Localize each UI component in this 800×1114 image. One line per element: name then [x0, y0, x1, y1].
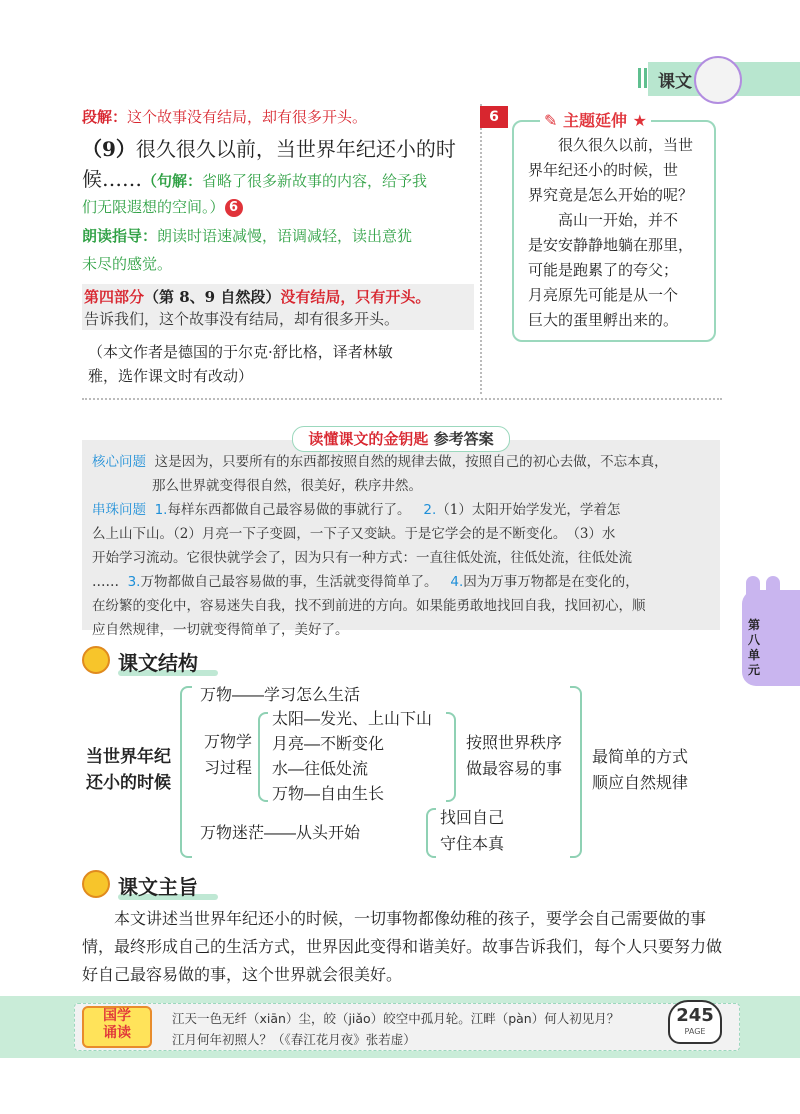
sub-moon: 月亮—不断变化 [272, 736, 385, 753]
duan-jie: 段解：这个故事没有结局，却有很多开头。 [82, 108, 368, 126]
page-number-badge [668, 1000, 722, 1044]
paragraph-9: （9）很久很久以前，当世界年纪还小的时 候……（句解：省略了很多新故事的内容，给予我 [82, 137, 456, 191]
section-divider [82, 398, 722, 400]
result-node: 最简单的方式 顺应自然规律 [592, 749, 689, 792]
mid-node: 按照世界秩序 做最容易的事 [466, 735, 563, 778]
page-number: 245 [676, 1005, 714, 1026]
unit-tab-ear [746, 576, 760, 596]
part4-summary: 第四部分（第 8、9 自然段）没有结局，只有开头。 告诉我们，这个故事没有结局，却有很多开头。 [84, 288, 431, 328]
sub-sun: 太阳—发光、上山下山 [272, 711, 433, 728]
summary-heading: 课文主旨 [82, 870, 222, 898]
unit-tab-ear [766, 576, 780, 596]
result-brace [570, 686, 582, 858]
guoxue-badge: 国学 诵读 [82, 1006, 152, 1048]
header-stripe [644, 68, 647, 88]
root-brace [180, 686, 192, 858]
unit-label: 第八单元 [747, 618, 760, 677]
theme-text: 很久很久以前，当世 界年纪还小的时候，世 界究竟是怎么开始的呢？ 高山一开始，并不 是安安静静地躺在那里， 可能是跑累了的夸父； 月亮原先可能是从一个 巨大的蛋里孵出来的。 [528, 136, 694, 329]
page-word: PAGE [684, 1027, 706, 1036]
answer-title: 读懂课文的金钥匙 参考答案 [292, 426, 510, 452]
branch-3-sub: 找回自己 守住本真 [440, 810, 505, 853]
structure-heading: 课文结构 [82, 646, 222, 674]
mascot-magnifier-icon [694, 56, 742, 104]
sub-brace-right [446, 712, 456, 802]
marker-6-icon: 6 [225, 199, 243, 217]
branch-2: 万物学 习过程 [204, 734, 253, 777]
branch-1: 万物——学习怎么生活 [200, 687, 361, 704]
branch-3: 万物迷茫——从头开始 [200, 825, 361, 842]
summary-text: 本文讲述当世界年纪还小的时候，一切事物都像幼稚的孩子，要学会自己需要做的事情，最终形成自己的生活方式，世界因此变得和谐美好。故事告诉我们，每个人只要努力做好自己最容易做的事，这个世界就会很美好。 [82, 911, 723, 984]
bee-icon [82, 646, 110, 674]
theme-tab: 6 [480, 106, 508, 128]
sub-all: 万物—自由生长 [272, 786, 385, 803]
answer-text: 核心问题 这是因为，只要所有的东西都按照自然的规律去做，按照自己的初心去做，不忘本真， 那么世界就变得很自然，很美好，秩序井然。 串珠问题 1.每样东西都做自己最容易做的事就行了。 2.（1）太阳开始学发光，学着怎 么上山下山。（2）月亮一下子变圆，一下子又变缺。于是它学会的是不断变化。 （3）水 开始学习流动。它很快就学会了，因为只有一种方式：一直往低处流，往低处流，往低处流 …… 3.万物都做自己最容易做的事，生活就变得简单了。 4.因为万事万物都是在变化的， 在纷繁的变化中，容易迷失自我，找不到前进的方向。如果能勇敢地找回自我，找回初心，顺 应自然规律，一切就变得简单了，美好了。 [92, 454, 668, 638]
column-divider [480, 104, 482, 394]
section-title: 课文 [658, 72, 692, 92]
author-note: （本文作者是德国的于尔克·舒比格，译者林敏 雅，选作课文时有改动） [88, 343, 393, 385]
sub-water: 水—往低处流 [272, 761, 369, 778]
ju-jie-cont: 们无限遐想的空间。） 6 [82, 196, 243, 217]
poem-text: 江天一色无纤（xiān）尘，皎（jiǎo）皎空中孤月轮。江畔（pàn）何人初见月？ 江月何年初照人？（《春江花月夜》张若虚） [172, 1011, 620, 1047]
reading-guide: 朗读指导：朗读时语速减慢，语调减轻，读出意犹 未尽的感觉。 [82, 227, 413, 273]
branch-3-brace [426, 808, 436, 858]
bee-icon [82, 870, 110, 898]
header-stripe [638, 68, 641, 88]
root-node: 当世界年纪 还小的时候 [86, 747, 171, 792]
theme-title: ✎ 主题延伸 ★ [540, 108, 651, 131]
sub-brace-left [258, 712, 268, 802]
